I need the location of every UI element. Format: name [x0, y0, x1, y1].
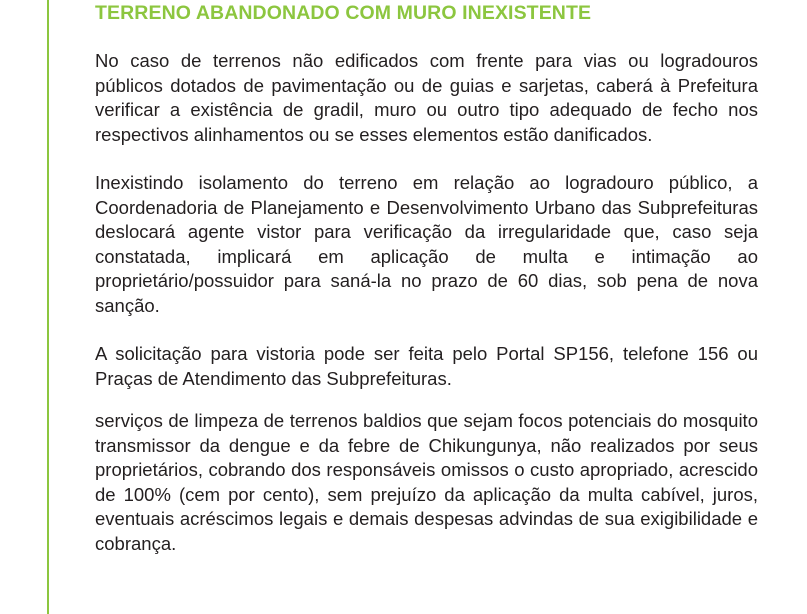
left-accent-rule — [47, 0, 49, 614]
paragraph-2: Inexistindo isolamento do terreno em relação ao logradouro público, a Coordenadoria de Planejamento e Desenvolvimento Urbano das Subprefeituras deslocará agente vistor para verificação da irregularidade que, caso seja constatada, implicará em aplicação de multa e intimação ao proprietário/possuidor para saná-la no prazo de 60 dias, sob pena de nova sanção. — [95, 172, 758, 316]
paragraph-4: serviços de limpeza de terrenos baldios que sejam focos potenciais do mosquito transmissor da dengue e da febre de Chikungunya, não realizados por seus proprietários, cobrando dos responsáveis omissos o custo apropriado, acrescido de 100% (cem por cento), sem prejuízo da aplicação da multa cabível, juros, eventuais acréscimos legais e demais despesas advindas de sua exigibilidade e cobrança. — [95, 410, 758, 554]
paragraph-3: A solicitação para vistoria pode ser feita pelo Portal SP156, telefone 156 ou Praças de Atendimento das Subprefeituras. — [95, 343, 758, 389]
document-body — [95, 0, 758, 556]
paragraph-1: No caso de terrenos não edificados com frente para vias ou logradouros públicos dotados de pavimentação ou de guias e sarjetas, caberá à Prefeitura verificar a existência de gradil, muro ou outro tipo adequado de fecho nos respectivos alinhamentos ou se esses elementos estão danificados. — [95, 50, 758, 145]
section-heading: TERRENO ABANDONADO COM MURO INEXISTENTE — [95, 2, 592, 24]
